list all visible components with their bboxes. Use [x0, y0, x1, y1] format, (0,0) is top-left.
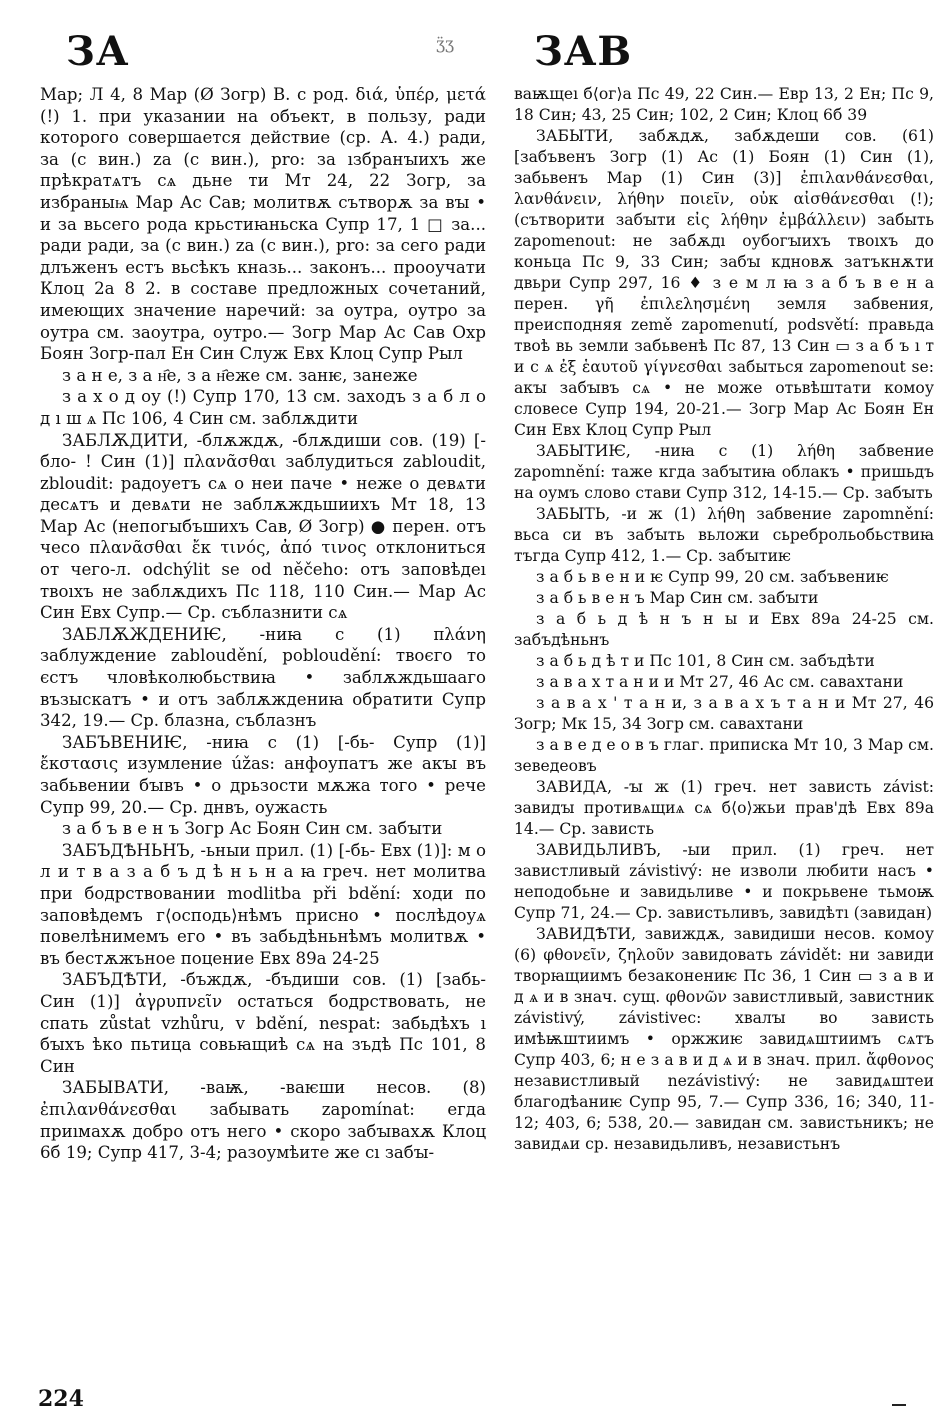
left-column — [40, 84, 486, 1389]
entry-text: з а б ъ в е н ъ Зогр Ас Боян Син см. забꙑти — [62, 819, 443, 839]
entry-text: з а б ь д ѣ т и Пс 101, 8 Син см. забъдѣти — [536, 652, 875, 670]
header-mark: ʒ̈ʒ — [436, 34, 455, 53]
entry-text: ЗАВИДА, -ꙑ ж (1) греч. нет зависть závist: завидꙑ противѧщиѧ сѧ б⟨о⟩жьи прав'дѣ Евх 89а 14.— Ср. зависть — [514, 778, 934, 838]
right-column — [514, 84, 934, 1389]
entry-text: ЗАБЪДѢНЬНЪ, -ьныи прил. (1) [-бь- Евх (1)]: м о л и т в а з а б ъ д ѣ н ь н а ꙗ греч. нет молитва при бодрствовании modlitba při bdění: ходи по заповѣдемъ г⟨осподь⟩нѣмъ присно • послѣдоуѧ повелѣнимемъ его • въ забьдѣньнѣмъ молитвѫ • въ бестѫжъное поцение Евх 89а 24-25 — [40, 840, 486, 968]
entry-text: з а н е, з а н҄е, з а н҄еже см. занѥ, занеже — [62, 365, 418, 385]
page-number: 224 — [38, 1386, 84, 1412]
entry-text: ЗАБЫТИѤ, -ниꙗ с (1) λήθη забвение zapomnění: таже кгда забꙑтиꙗ облакъ • пришьдъ на оумъ слово стави Супр 312, 14-15.— Ср. забꙑть — [514, 442, 934, 502]
entry-text: ваѭщеı б⟨ог⟩а Пс 49, 22 Син.— Евр 13, 2 Ен; Пс 9, 18 Син; 43, 25 Син; 102, 2 Син; Клоц 6б 39 — [514, 85, 934, 124]
entry-text: з а в е д е о в ъ глаг. приписка Мт 10, 3 Мар см. зеведеовъ — [514, 736, 934, 775]
running-head-right: ЗАВ — [534, 28, 633, 75]
entry-text: ЗАБЫТЬ, -и ж (1) λήθη забвение zapomnění: вьса си въ забꙑть вьложи сьреброльобьствиꙗ тъгда Супр 412, 1.— Ср. забꙑтиѥ — [514, 505, 934, 565]
entry-text: ЗАВИДѢТИ, завиждѫ, завидиши несов. комоу (6) φθονεῖν, ζηλοῦν завидовать závidět: ни завиди творꙗщиимъ безаконениѥ Пс 36, 1 Син ▭ з а в и д ѧ и в знач. сущ. φθονῶν завистливый, завистник závistivý, závistivec: хвалꙑ во зависть имѣѭштиимъ • оржжиѥ завидѧштиимъ сѧтъ Супр 403, 6; н е з а в и д ѧ и в знач. прил. ἄφθονος независтливый nezávistivý: не завидѧштеи благодѣаниѥ Супр 95, 7.— Супр 336, 16; 340, 11-12; 403, 6; 538, 20.— завидан см. завистьникъ; не завидѧи ср. незавидьливъ, независтьнъ — [514, 925, 934, 1153]
entry-text: з а в а х ' т а н и, з а в а х ъ т а н и Мт 27, 46 Зогр; Мк 15, 34 Зогр см. савахтани — [514, 694, 934, 733]
entry-text: ЗАВИДЬЛИВЪ, -ыи прил. (1) греч. нет завистливый závistivý: не изволи любити насъ • неподобьне и завидьливе • и покрьвене тьмоѭ Супр 71, 24.— Ср. завистьливъ, завидѣтı (завидан) — [514, 841, 934, 922]
entry-text: ЗАБЪВЕНИѤ, -ниꙗ с (1) [-бь- Супр (1)] ἔκστασις изумление úžas: анфоупатъ же акꙑ въ забьвении бꙑвъ • о дрьзости мѫжа того • рече Супр 99, 20.— Ср. днвъ, оужасть — [40, 732, 486, 817]
corner-dash — [892, 1404, 906, 1406]
entry-text: Мар; Л 4, 8 Мар (Ø Зогр) В. с род. διά, ὑπέρ, μετά (!) 1. при указании на объект, в пользу, ради которого совершается действие (ср. А. 4.) ради, за (с вин.) za (с вин.), pro: за ıзбранꙑихъ же прѣкратѧтъ сѧ дьне ти Мт 24, 22 Зогр, за избраныѩ Мар Ас Сав; молитвѫ сътворѫ за вꙑ • и за вьсего рода крьстиꙗньска Супр 17, 1 □ за... ради ради, за (с вин.) za (с вин.), pro: за сего ради длъженъ естъ вьсѣкъ кназь... законъ... прооучати Клоц 2а 8 2. в составе предложных сочетаний, имеющих значение наречий: за оутра, оутро за оутра см. заоутра, оутро.— Зогр Мар Ас Сав Охр Боян Зогр-пал Ен Син Служ Евх Клоц Супр Рыл — [40, 85, 486, 364]
entry-text: ЗАБЛѪЖДЕНИѤ, -ниꙗ с (1) πλάνη заблуждение zabloudění, pobloudění: твоєго то єстъ чловѣколюбьствиꙗ • заблѫждьшааго възыскатъ • и отъ заблѫждениꙗ обратити Супр 342, 19.— Ср. блазна, съблазнъ — [40, 624, 486, 731]
entry-text: ЗАБЫВАТИ, -ваѭ, -ваѥши несов. (8) ἐπιλανθάνεσθαι забывать zapomínat: егда приıмахѫ добро отъ него • скоро забꙑвахѫ Клоц 6б 19; Супр 417, 3-4; разоумѣите же сı забꙑ- — [40, 1078, 486, 1163]
running-head-left: ЗА — [66, 28, 130, 75]
entry-text: ЗАБЛѪДИТИ, -блѫждѫ, -блѫдиши сов. (19) [-бло- ! Син (1)] πλανᾶσθαι заблудиться zabloudit, zbloudit: радоуетъ сѧ о неи паче • неже о девѧти десѧтъ и девѧти не заблѫждьшиихъ Мт 18, 13 Мар Ас (непогыбъшихъ Сав, Ø Зогр) ● перен. отъ чесо πλανᾶσθαι ἔκ τινός, ἀπό τινος отклониться от чего-л. odchýlit se od něčeho: отъ заповѣдеı твоıхъ не заблѫдихъ Пс 118, 110 Син.— Мар Ас Син Евх Супр.— Ср. съблазнити сѧ — [40, 430, 486, 623]
entry-text: з а в а х т а н и и Мт 27, 46 Ас см. савахтани — [536, 673, 904, 691]
entry-text: з а б ь в е н и ѥ Супр 99, 20 см. забъвениѥ — [536, 568, 889, 586]
entry-text: з а х о д оу (!) Супр 170, 13 см. заходъ з а б л о д ı ш ѧ Пс 106, 4 Син см. заблѫдити — [40, 387, 486, 428]
entry-text: ЗАБЫТИ, забѫдѫ, забѫдеши сов. (61) [забъвенъ Зогр (1) Ас (1) Боян (1) Син (1), забьвенъ Мар (1) Син (3)] ἐπιλανθάνεσθαι, λανθάνειν, λήθην ποιεῖν, οὐκ αἰσθάνεσθαι (!); (сътворити забꙑти εἰς λήθην ἐμβάλλειν) забыть zapomenout: не забѫдı оубогꙑихъ твоıхъ до коньца Пс 9, 33 Син; забꙑ кдновѫ затъкнѫти двьри Супр 297, 16 ♦ з е м л ꙗ з а б ъ в е н а перен. γῆ ἐπιλελησμένη земля забвения, преисподняя země zapomenutí, podsvětí: правьда твоѣ вь земли забьвенѣ Пс 87, 13 Син ▭ з а б ъ ı т и с ѧ ἐξ ἑαυτοῦ γίγνεσθαι забыться zapomenout se: акꙑ забꙑвъ сѧ • не може отьвѣштати комоу словесе Супр 194, 20-21.— Зогр Мар Ас Боян Ен Син Евх Клоц Супр Рыл — [514, 127, 934, 439]
entry-text: ЗАБЪДѢТИ, -бъждѫ, -бъдиши сов. (1) [забь- Син (1)] ἀγρυπνεῖν остаться бодрствовать, не спать zůstat vzhůru, v bdění, nespat: забьдѣхъ ı бꙑхъ ѣко пьтица совьꙗщиѣ сѧ на зъдѣ Пс 101, 8 Син — [40, 970, 486, 1076]
entry-text: з а б ь д ѣ н ъ н ы и Евх 89а 24-25 см. забъдѣньнъ — [514, 610, 934, 649]
entry-text: з а б ь в е н ъ Мар Син см. забꙑти — [536, 589, 819, 607]
